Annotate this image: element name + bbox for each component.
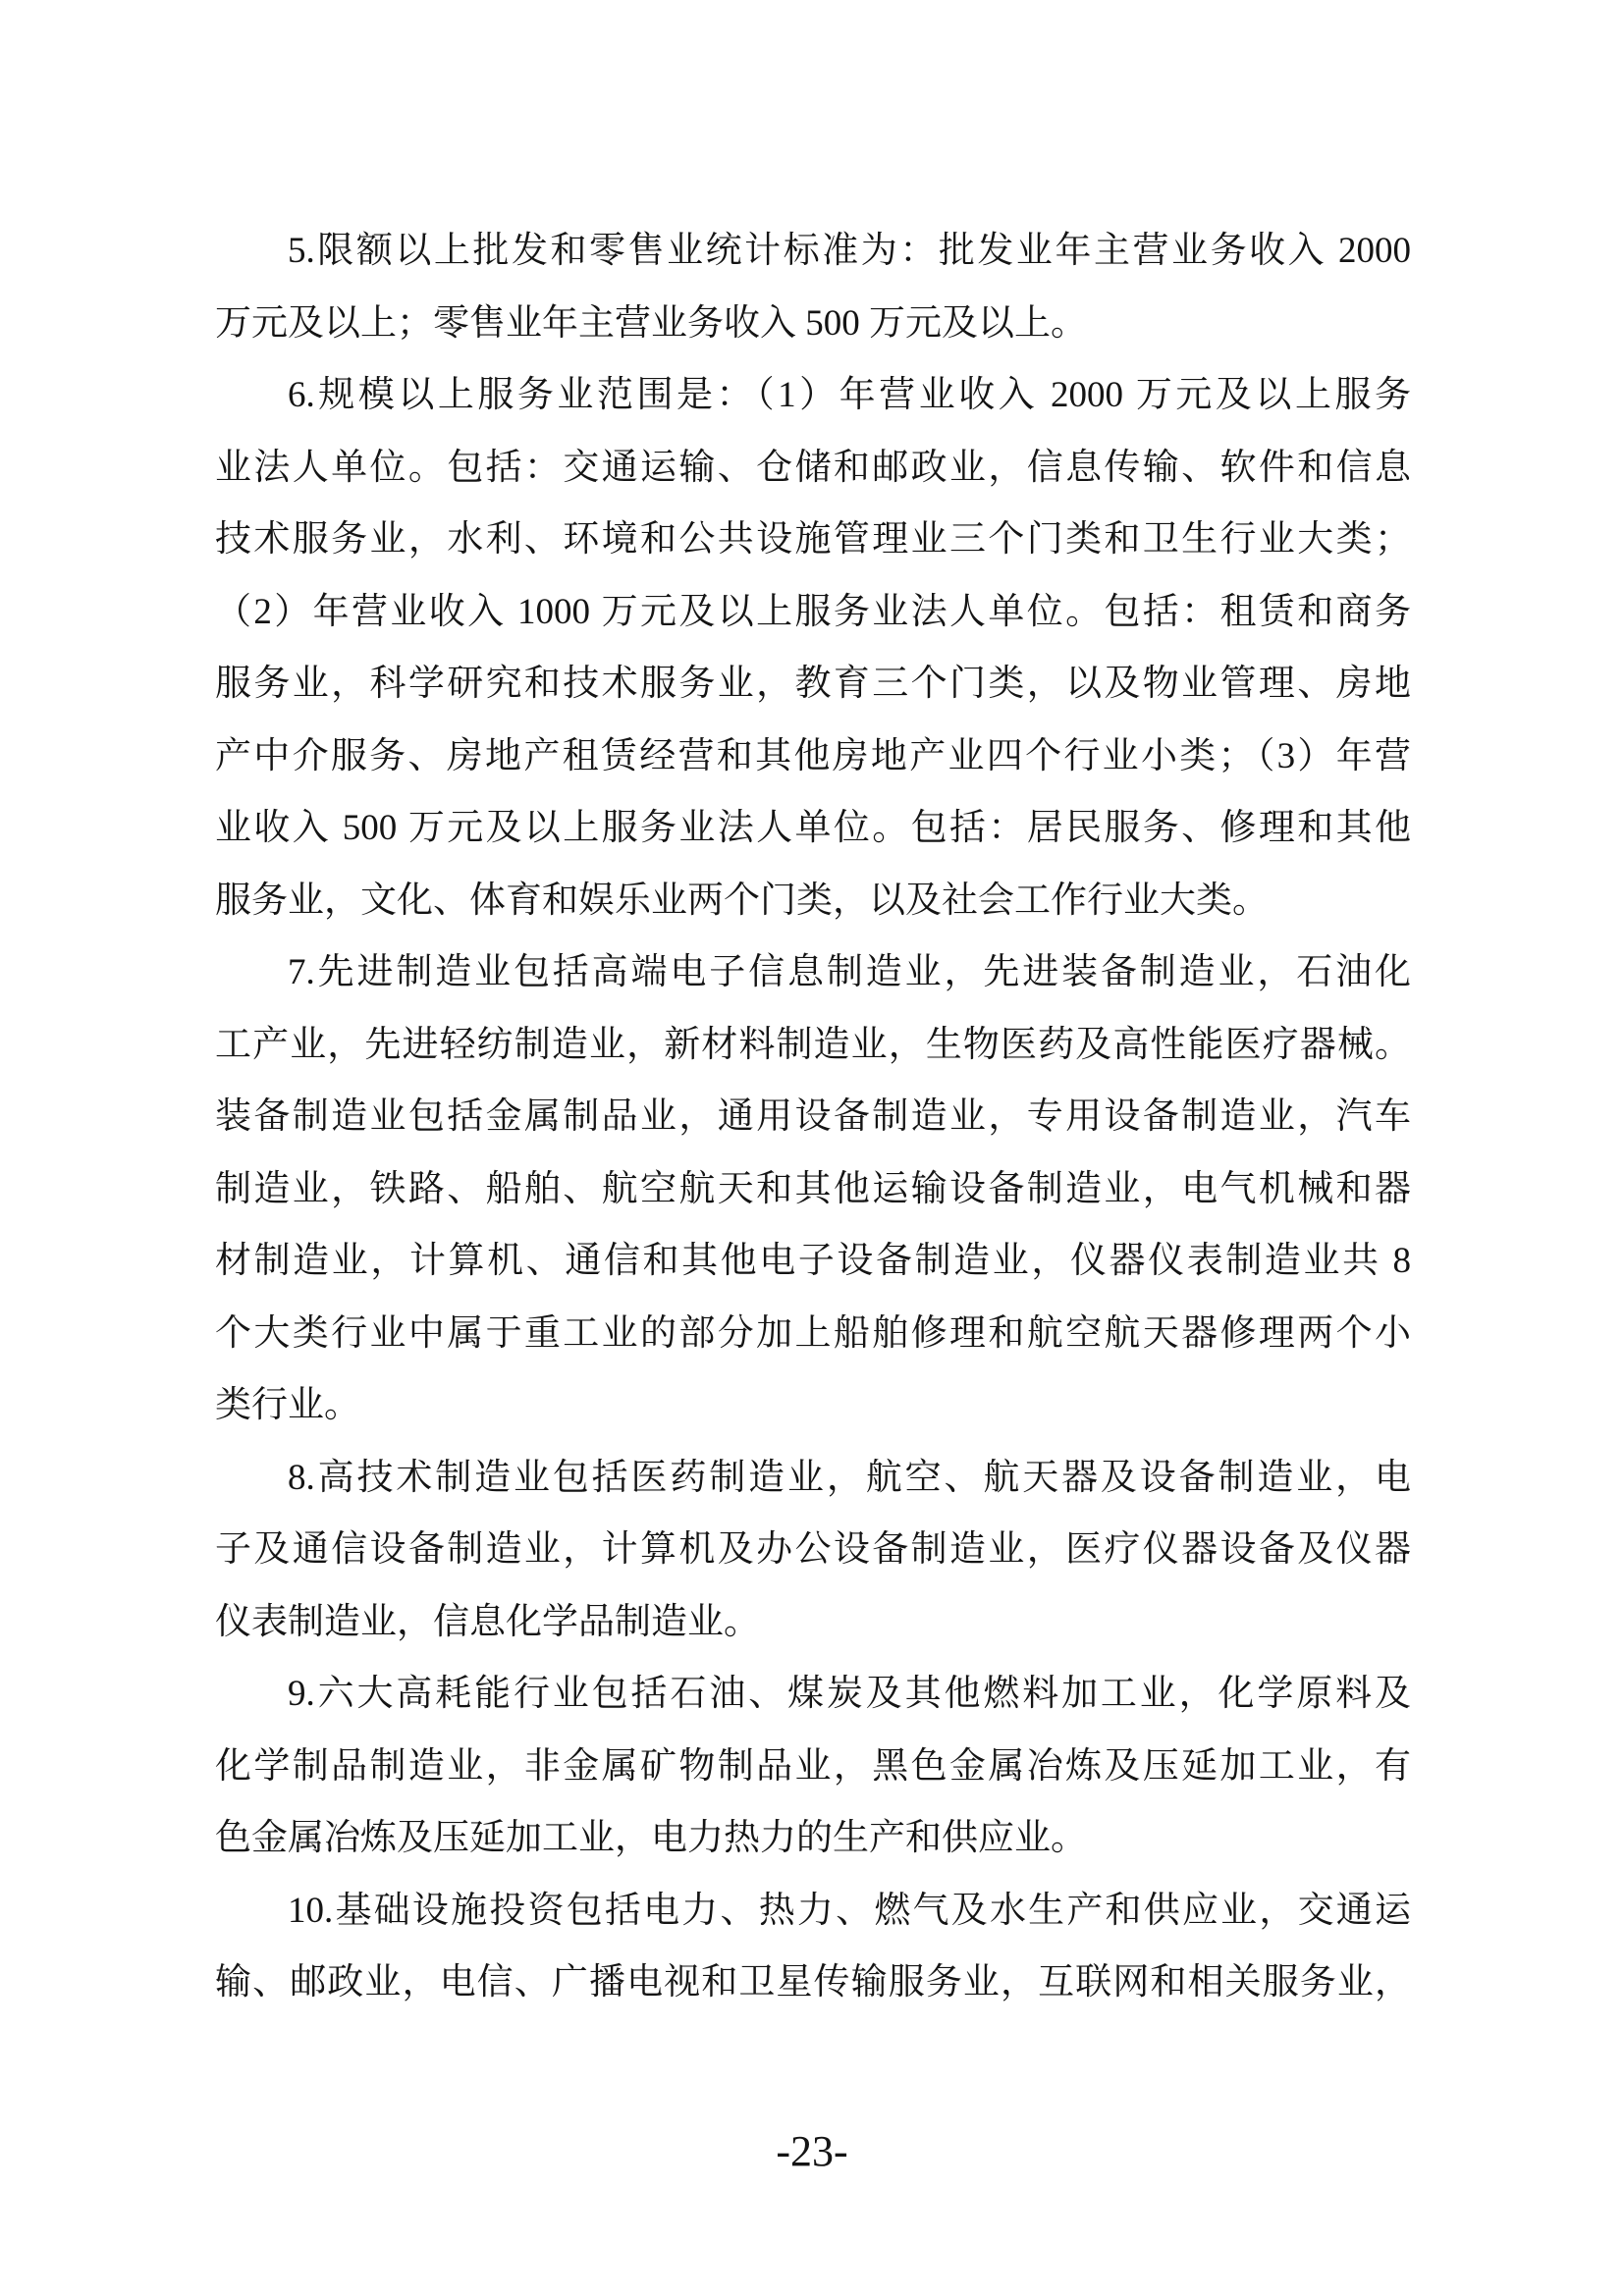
text-line: （2）年营业收入 1000 万元及以上服务业法人单位。包括：租赁和商务: [215, 591, 1411, 632]
text-line: 个大类行业中属于重工业的部分加上船舶修理和航空航天器修理两个小: [215, 1312, 1411, 1354]
text-line: 仪表制造业，信息化学品制造业。: [215, 1601, 760, 1642]
paragraph: [215, 936, 1411, 1442]
text-line: 制造业，铁路、船舶、航空航天和其他运输设备制造业，电气机械和器: [215, 1168, 1411, 1209]
document-body: [215, 215, 1411, 2019]
text-line: 工产业，先进轻纺制造业，新材料制造业，生物医药及高性能医疗器械。: [215, 1024, 1411, 1065]
text-line: 9.六大高耗能行业包括石油、煤炭及其他燃料加工业，化学原料及: [288, 1674, 1411, 1714]
paragraph: [215, 1658, 1411, 1875]
text-line: 输、邮政业，电信、广播电视和卫星传输服务业，互联网和相关服务业，: [215, 1962, 1411, 2002]
text-line: 产中介服务、房地产租赁经营和其他房地产业四个行业小类；（3）年营: [215, 735, 1411, 776]
text-line: 万元及以上；零售业年主营业务收入 500 万元及以上。: [215, 302, 1087, 344]
text-line: 业法人单位。包括：交通运输、仓储和邮政业，信息传输、软件和信息: [215, 447, 1411, 488]
text-line: 5.限额以上批发和零售业统计标准为：批发业年主营业务收入 2000: [288, 231, 1411, 271]
text-line: 化学制品制造业，非金属矿物制品业，黑色金属冶炼及压延加工业，有: [215, 1745, 1411, 1787]
text-line: 服务业，文化、体育和娱乐业两个门类，以及社会工作行业大类。: [215, 880, 1269, 921]
text-line: 子及通信设备制造业，计算机及办公设备制造业，医疗仪器设备及仪器: [215, 1529, 1411, 1570]
text-line: 10.基础设施投资包括电力、热力、燃气及水生产和供应业，交通运: [288, 1890, 1411, 1931]
text-line: 8.高技术制造业包括医药制造业，航空、航天器及设备制造业，电: [288, 1457, 1411, 1498]
paragraph: [215, 215, 1411, 359]
text-line: 技术服务业，水利、环境和公共设施管理业三个门类和卫生行业大类；: [215, 519, 1411, 560]
page-number: -23-: [776, 2127, 848, 2175]
text-line: 7.先进制造业包括高端电子信息制造业，先进装备制造业，石油化: [288, 952, 1411, 992]
paragraph: [215, 1442, 1411, 1659]
text-line: 服务业，科学研究和技术服务业，教育三个门类，以及物业管理、房地: [215, 664, 1411, 704]
paragraph: [215, 359, 1411, 936]
text-line: 业收入 500 万元及以上服务业法人单位。包括：居民服务、修理和其他: [215, 808, 1411, 848]
text-line: 6.规模以上服务业范围是：（1）年营业收入 2000 万元及以上服务: [288, 375, 1411, 415]
text-line: 类行业。: [215, 1385, 360, 1425]
text-line: 装备制造业包括金属制品业，通用设备制造业，专用设备制造业，汽车: [215, 1096, 1411, 1137]
text-line: 材制造业，计算机、通信和其他电子设备制造业，仪器仪表制造业共 8: [215, 1241, 1411, 1281]
paragraph: [215, 1875, 1411, 2019]
text-line: 色金属冶炼及压延加工业，电力热力的生产和供应业。: [215, 1818, 1087, 1858]
